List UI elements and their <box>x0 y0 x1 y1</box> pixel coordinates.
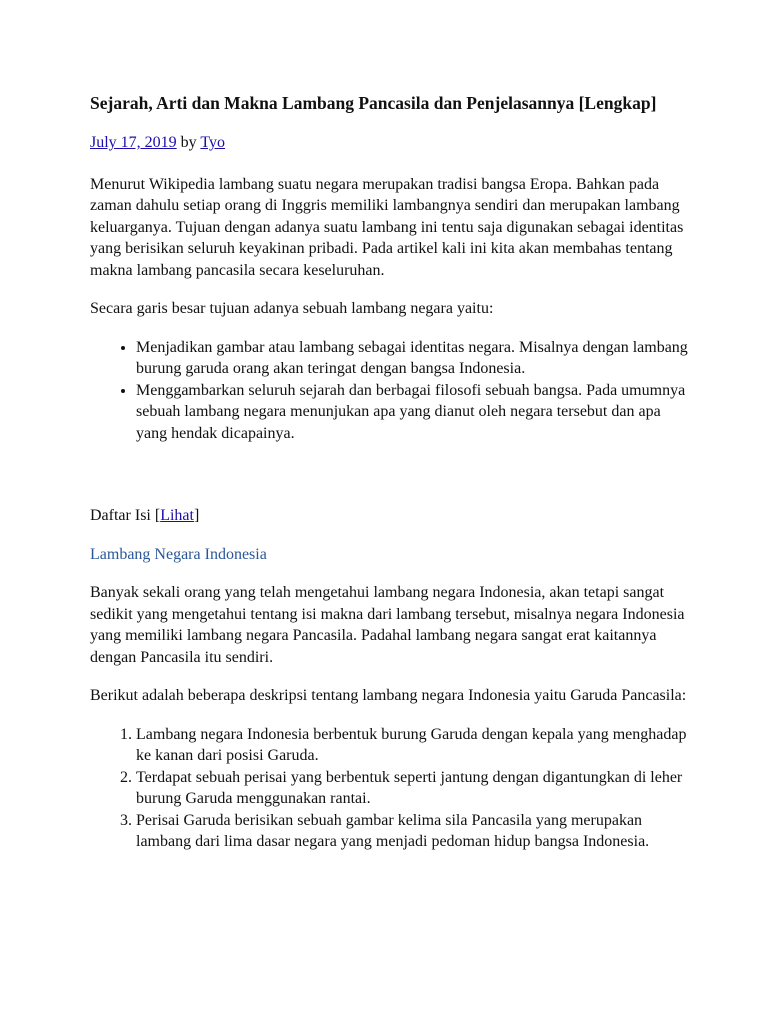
article-meta <box>90 132 690 154</box>
section-paragraph-2: Berikut adalah beberapa deskripsi tentang lambang negara Indonesia yaitu Garuda Pancasila: <box>90 687 687 704</box>
list-item: • Menjadikan gambar atau lambang sebagai identitas negara. Misalnya dengan lambang burung garuda orang akan teringat dengan bangsa Indonesia. <box>136 337 690 380</box>
list-item: 2. Terdapat sebuah perisai yang berbentuk seperti jantung dengan digantungkan di leher burung Garuda menggunakan rantai. <box>136 767 690 810</box>
toc-toggle-link[interactable]: Lihat <box>160 507 194 524</box>
toc-close-bracket: ] <box>193 507 200 524</box>
purpose-list <box>90 337 690 445</box>
list-item: 3. Perisai Garuda berisikan sebuah gambar kelima sila Pancasila yang merupakan lambang dari lima dasar negara yang menjadi pedoman hidup bangsa Indonesia. <box>136 810 690 853</box>
list-item: 1. Lambang negara Indonesia berbentuk burung Garuda dengan kepala yang menghadap ke kanan dari posisi Garuda. <box>136 724 690 767</box>
purpose-lead: Secara garis besar tujuan adanya sebuah lambang negara yaitu: <box>90 300 494 317</box>
toc-label: Daftar Isi [ <box>90 507 161 524</box>
article-date-link[interactable]: July 17, 2019 <box>90 134 177 151</box>
article-title: Sejarah, Arti dan Makna Lambang Pancasila dan Penjelasannya [Lengkap] <box>90 93 657 113</box>
article <box>90 92 690 870</box>
section-heading: Lambang Negara Indonesia <box>90 545 267 563</box>
description-list <box>90 724 690 853</box>
table-of-contents <box>90 505 690 527</box>
author-link[interactable]: Tyo <box>200 134 226 151</box>
list-item: • Menggambarkan seluruh sejarah dan berbagai filosofi sebuah bangsa. Pada umumnya sebuah lambang negara menunjukan apa yang dianut oleh negara tersebut dan apa yang hendak dicapainya. <box>136 380 690 445</box>
intro-paragraph: Menurut Wikipedia lambang suatu negara merupakan tradisi bangsa Eropa. Bahkan pada zaman dahulu setiap orang di Inggris memiliki lambangnya sendiri dan merupakan lambang keluarganya. Tujuan dengan adanya suatu lambang ini tentu saja digunakan sebagai identitas yang berisikan seluruh keyakinan pribadi. Pada artikel kali ini kita akan membahas tentang makna lambang pancasila secara keseluruhan. <box>90 175 684 279</box>
byline-word: by <box>180 134 197 151</box>
section-paragraph-1: Banyak sekali orang yang telah mengetahui lambang negara Indonesia, akan tetapi sangat sedikit yang mengetahui tentang isi makna dari lambang tersebut, misalnya negara Indonesia yang memiliki lambang negara Pancasila. Padahal lambang negara sangat erat kaitannya dengan Pancasila itu sendiri. <box>90 584 685 666</box>
